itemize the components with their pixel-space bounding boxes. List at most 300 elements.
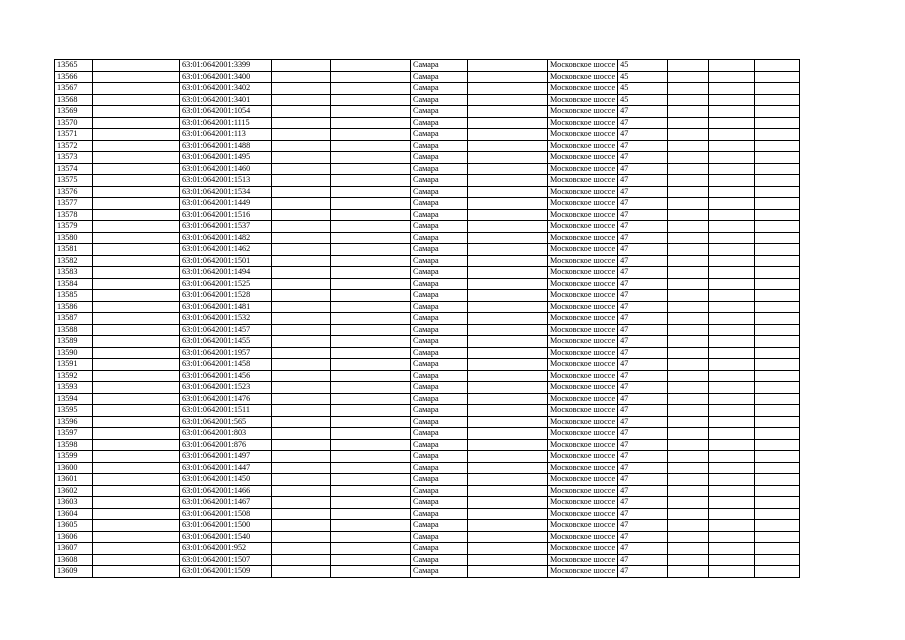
cell-blank-4: [468, 129, 548, 141]
cell-blank-6: [709, 531, 755, 543]
cell-row-number: 13570: [55, 117, 93, 129]
cell-city: Самара: [411, 290, 468, 302]
cell-blank-7: [755, 301, 800, 313]
cell-blank-6: [709, 140, 755, 152]
cell-blank-4: [468, 221, 548, 233]
cell-street: Московское шоссе: [548, 393, 618, 405]
cell-blank-5: [668, 543, 709, 555]
cell-city: Самара: [411, 382, 468, 394]
cell-blank-3: [331, 106, 411, 118]
cell-blank-6: [709, 416, 755, 428]
cell-street: Московское шоссе: [548, 129, 618, 141]
cell-blank-3: [331, 117, 411, 129]
cell-cadastral-number: 63:01:0642001:3402: [180, 83, 272, 95]
cell-blank-7: [755, 474, 800, 486]
cell-blank-6: [709, 129, 755, 141]
cell-blank-3: [331, 531, 411, 543]
cell-row-number: 13579: [55, 221, 93, 233]
cell-blank-4: [468, 244, 548, 256]
table-row: [55, 71, 800, 83]
table-row: [55, 175, 800, 187]
cell-blank-3: [331, 94, 411, 106]
table-row: [55, 186, 800, 198]
cell-house: 47: [618, 428, 668, 440]
table-row: [55, 336, 800, 348]
cell-blank-2: [272, 301, 331, 313]
cell-blank-7: [755, 94, 800, 106]
cell-house: 47: [618, 152, 668, 164]
cell-blank-1: [93, 209, 180, 221]
table-row: [55, 474, 800, 486]
cell-blank-3: [331, 393, 411, 405]
cell-blank-5: [668, 129, 709, 141]
cell-blank-2: [272, 497, 331, 509]
cell-blank-3: [331, 336, 411, 348]
cell-row-number: 13605: [55, 520, 93, 532]
cell-city: Самара: [411, 232, 468, 244]
cell-blank-5: [668, 508, 709, 520]
cell-blank-1: [93, 278, 180, 290]
cell-blank-2: [272, 405, 331, 417]
cell-blank-7: [755, 290, 800, 302]
cell-blank-2: [272, 439, 331, 451]
cell-street: Московское шоссе: [548, 531, 618, 543]
cell-house: 47: [618, 129, 668, 141]
cell-blank-6: [709, 382, 755, 394]
cell-street: Московское шоссе: [548, 60, 618, 72]
cell-cadastral-number: 63:01:0642001:1507: [180, 554, 272, 566]
table-row: [55, 347, 800, 359]
cell-cadastral-number: 63:01:0642001:1516: [180, 209, 272, 221]
cell-city: Самара: [411, 163, 468, 175]
cell-blank-2: [272, 106, 331, 118]
cell-blank-5: [668, 451, 709, 463]
cell-row-number: 13578: [55, 209, 93, 221]
cell-cadastral-number: 63:01:0642001:1500: [180, 520, 272, 532]
cell-blank-6: [709, 209, 755, 221]
cell-blank-7: [755, 129, 800, 141]
cell-blank-3: [331, 175, 411, 187]
cell-row-number: 13575: [55, 175, 93, 187]
cell-city: Самара: [411, 198, 468, 210]
cell-blank-6: [709, 244, 755, 256]
cell-row-number: 13590: [55, 347, 93, 359]
cell-blank-3: [331, 485, 411, 497]
table-row: [55, 405, 800, 417]
cell-house: 47: [618, 347, 668, 359]
cell-blank-5: [668, 336, 709, 348]
cell-row-number: 13587: [55, 313, 93, 325]
cell-blank-7: [755, 393, 800, 405]
cell-blank-5: [668, 278, 709, 290]
cell-blank-2: [272, 209, 331, 221]
cell-street: Московское шоссе: [548, 278, 618, 290]
cell-blank-7: [755, 554, 800, 566]
table-row: [55, 428, 800, 440]
cell-row-number: 13571: [55, 129, 93, 141]
cell-blank-6: [709, 163, 755, 175]
cell-blank-3: [331, 497, 411, 509]
cell-blank-1: [93, 71, 180, 83]
cell-blank-1: [93, 60, 180, 72]
table-row: [55, 60, 800, 72]
cell-blank-4: [468, 140, 548, 152]
cell-blank-1: [93, 301, 180, 313]
cell-blank-4: [468, 313, 548, 325]
cell-blank-5: [668, 313, 709, 325]
cell-cadastral-number: 63:01:0642001:1455: [180, 336, 272, 348]
cell-blank-3: [331, 428, 411, 440]
cell-blank-3: [331, 439, 411, 451]
cell-blank-4: [468, 485, 548, 497]
cell-blank-1: [93, 416, 180, 428]
cell-blank-4: [468, 198, 548, 210]
cell-house: 47: [618, 416, 668, 428]
cell-blank-5: [668, 462, 709, 474]
cell-blank-1: [93, 106, 180, 118]
table-row: [55, 313, 800, 325]
cell-house: 47: [618, 508, 668, 520]
cell-blank-6: [709, 94, 755, 106]
cell-row-number: 13586: [55, 301, 93, 313]
cell-city: Самара: [411, 209, 468, 221]
cell-blank-1: [93, 497, 180, 509]
cell-city: Самара: [411, 60, 468, 72]
cell-row-number: 13580: [55, 232, 93, 244]
cell-blank-2: [272, 232, 331, 244]
cell-blank-5: [668, 175, 709, 187]
cell-cadastral-number: 63:01:0642001:1495: [180, 152, 272, 164]
cell-blank-5: [668, 301, 709, 313]
cell-blank-1: [93, 175, 180, 187]
cell-blank-5: [668, 198, 709, 210]
cell-blank-7: [755, 175, 800, 187]
cell-blank-1: [93, 255, 180, 267]
cell-blank-4: [468, 554, 548, 566]
cell-blank-6: [709, 405, 755, 417]
cell-blank-6: [709, 290, 755, 302]
cell-blank-4: [468, 232, 548, 244]
cell-blank-4: [468, 94, 548, 106]
cell-blank-1: [93, 267, 180, 279]
cell-house: 47: [618, 209, 668, 221]
cell-blank-1: [93, 439, 180, 451]
cell-city: Самара: [411, 462, 468, 474]
cell-blank-6: [709, 117, 755, 129]
registry-table: [54, 59, 800, 578]
cell-house: 47: [618, 244, 668, 256]
cell-blank-6: [709, 313, 755, 325]
cell-street: Московское шоссе: [548, 382, 618, 394]
cell-street: Московское шоссе: [548, 175, 618, 187]
cell-street: Московское шоссе: [548, 232, 618, 244]
cell-blank-5: [668, 267, 709, 279]
cell-house: 47: [618, 336, 668, 348]
cell-blank-2: [272, 451, 331, 463]
cell-street: Московское шоссе: [548, 198, 618, 210]
cell-blank-7: [755, 278, 800, 290]
cell-street: Московское шоссе: [548, 336, 618, 348]
cell-house: 45: [618, 60, 668, 72]
cell-blank-1: [93, 451, 180, 463]
cell-blank-7: [755, 359, 800, 371]
cell-blank-4: [468, 278, 548, 290]
cell-blank-6: [709, 278, 755, 290]
cell-blank-7: [755, 267, 800, 279]
cell-blank-3: [331, 405, 411, 417]
cell-blank-4: [468, 152, 548, 164]
cell-cadastral-number: 63:01:0642001:565: [180, 416, 272, 428]
cell-row-number: 13593: [55, 382, 93, 394]
cell-row-number: 13584: [55, 278, 93, 290]
cell-row-number: 13573: [55, 152, 93, 164]
table-row: [55, 324, 800, 336]
cell-street: Московское шоссе: [548, 520, 618, 532]
cell-blank-2: [272, 313, 331, 325]
cell-cadastral-number: 63:01:0642001:1523: [180, 382, 272, 394]
table-row: [55, 393, 800, 405]
cell-row-number: 13599: [55, 451, 93, 463]
cell-street: Московское шоссе: [548, 359, 618, 371]
cell-street: Московское шоссе: [548, 543, 618, 555]
cell-blank-4: [468, 60, 548, 72]
cell-blank-4: [468, 520, 548, 532]
table-row: [55, 94, 800, 106]
cell-row-number: 13600: [55, 462, 93, 474]
cell-blank-7: [755, 209, 800, 221]
cell-blank-5: [668, 474, 709, 486]
cell-house: 47: [618, 140, 668, 152]
cell-cadastral-number: 63:01:0642001:1449: [180, 198, 272, 210]
cell-blank-7: [755, 140, 800, 152]
cell-blank-7: [755, 163, 800, 175]
cell-row-number: 13582: [55, 255, 93, 267]
cell-blank-6: [709, 462, 755, 474]
cell-blank-7: [755, 336, 800, 348]
cell-house: 47: [618, 278, 668, 290]
cell-blank-6: [709, 543, 755, 555]
cell-blank-5: [668, 382, 709, 394]
cell-blank-2: [272, 393, 331, 405]
cell-cadastral-number: 63:01:0642001:1457: [180, 324, 272, 336]
cell-house: 47: [618, 370, 668, 382]
cell-city: Самара: [411, 175, 468, 187]
cell-blank-2: [272, 554, 331, 566]
cell-blank-7: [755, 198, 800, 210]
cell-row-number: 13606: [55, 531, 93, 543]
cell-blank-3: [331, 140, 411, 152]
cell-blank-4: [468, 416, 548, 428]
cell-row-number: 13585: [55, 290, 93, 302]
cell-blank-6: [709, 71, 755, 83]
cell-house: 47: [618, 382, 668, 394]
cell-blank-4: [468, 474, 548, 486]
cell-street: Московское шоссе: [548, 163, 618, 175]
cell-street: Московское шоссе: [548, 439, 618, 451]
cell-row-number: 13583: [55, 267, 93, 279]
cell-house: 47: [618, 267, 668, 279]
cell-street: Московское шоссе: [548, 290, 618, 302]
cell-blank-3: [331, 71, 411, 83]
cell-house: 47: [618, 163, 668, 175]
cell-street: Московское шоссе: [548, 497, 618, 509]
cell-blank-2: [272, 244, 331, 256]
cell-blank-3: [331, 359, 411, 371]
cell-row-number: 13577: [55, 198, 93, 210]
cell-blank-5: [668, 347, 709, 359]
cell-blank-1: [93, 462, 180, 474]
cell-house: 47: [618, 543, 668, 555]
cell-blank-7: [755, 531, 800, 543]
cell-street: Московское шоссе: [548, 71, 618, 83]
table-row: [55, 244, 800, 256]
cell-row-number: 13602: [55, 485, 93, 497]
cell-row-number: 13588: [55, 324, 93, 336]
cell-blank-5: [668, 209, 709, 221]
cell-city: Самара: [411, 393, 468, 405]
cell-row-number: 13591: [55, 359, 93, 371]
cell-blank-1: [93, 117, 180, 129]
cell-blank-3: [331, 416, 411, 428]
cell-blank-6: [709, 347, 755, 359]
cell-blank-5: [668, 255, 709, 267]
cell-street: Московское шоссе: [548, 209, 618, 221]
cell-blank-3: [331, 267, 411, 279]
cell-blank-7: [755, 255, 800, 267]
cell-blank-6: [709, 175, 755, 187]
cell-blank-5: [668, 163, 709, 175]
cell-street: Московское шоссе: [548, 508, 618, 520]
cell-blank-5: [668, 439, 709, 451]
cell-blank-1: [93, 83, 180, 95]
table-row: [55, 278, 800, 290]
cell-house: 47: [618, 186, 668, 198]
cell-blank-5: [668, 324, 709, 336]
cell-blank-7: [755, 497, 800, 509]
cell-blank-1: [93, 370, 180, 382]
cell-blank-7: [755, 60, 800, 72]
cell-cadastral-number: 63:01:0642001:1462: [180, 244, 272, 256]
cell-blank-4: [468, 106, 548, 118]
cell-blank-1: [93, 336, 180, 348]
cell-blank-7: [755, 520, 800, 532]
cell-blank-6: [709, 152, 755, 164]
cell-city: Самара: [411, 520, 468, 532]
cell-blank-3: [331, 290, 411, 302]
cell-house: 47: [618, 531, 668, 543]
cell-blank-5: [668, 71, 709, 83]
cell-cadastral-number: 63:01:0642001:1494: [180, 267, 272, 279]
cell-blank-6: [709, 324, 755, 336]
cell-house: 47: [618, 405, 668, 417]
cell-city: Самара: [411, 347, 468, 359]
cell-street: Московское шоссе: [548, 324, 618, 336]
cell-city: Самара: [411, 278, 468, 290]
cell-cadastral-number: 63:01:0642001:3400: [180, 71, 272, 83]
cell-blank-1: [93, 520, 180, 532]
table-row: [55, 520, 800, 532]
cell-blank-7: [755, 370, 800, 382]
cell-city: Самара: [411, 186, 468, 198]
cell-blank-5: [668, 83, 709, 95]
cell-house: 45: [618, 83, 668, 95]
cell-blank-3: [331, 474, 411, 486]
cell-street: Московское шоссе: [548, 186, 618, 198]
cell-blank-3: [331, 83, 411, 95]
cell-city: Самара: [411, 324, 468, 336]
cell-blank-2: [272, 221, 331, 233]
cell-cadastral-number: 63:01:0642001:1482: [180, 232, 272, 244]
cell-city: Самара: [411, 83, 468, 95]
cell-city: Самара: [411, 359, 468, 371]
cell-blank-2: [272, 267, 331, 279]
cell-city: Самара: [411, 129, 468, 141]
cell-blank-1: [93, 94, 180, 106]
cell-cadastral-number: 63:01:0642001:1467: [180, 497, 272, 509]
cell-blank-5: [668, 94, 709, 106]
cell-blank-4: [468, 336, 548, 348]
table-row: [55, 382, 800, 394]
cell-house: 47: [618, 485, 668, 497]
cell-row-number: 13576: [55, 186, 93, 198]
cell-blank-3: [331, 543, 411, 555]
cell-house: 47: [618, 232, 668, 244]
cell-row-number: 13574: [55, 163, 93, 175]
cell-blank-2: [272, 462, 331, 474]
cell-blank-4: [468, 405, 548, 417]
cell-blank-4: [468, 117, 548, 129]
cell-cadastral-number: 63:01:0642001:1540: [180, 531, 272, 543]
cell-house: 47: [618, 198, 668, 210]
cell-cadastral-number: 63:01:0642001:1511: [180, 405, 272, 417]
cell-blank-3: [331, 60, 411, 72]
cell-blank-5: [668, 520, 709, 532]
cell-blank-6: [709, 106, 755, 118]
cell-blank-7: [755, 543, 800, 555]
cell-cadastral-number: 63:01:0642001:1957: [180, 347, 272, 359]
cell-blank-7: [755, 451, 800, 463]
cell-street: Московское шоссе: [548, 255, 618, 267]
cell-city: Самара: [411, 244, 468, 256]
cell-blank-2: [272, 163, 331, 175]
table-row: [55, 221, 800, 233]
cell-blank-7: [755, 244, 800, 256]
cell-house: 47: [618, 117, 668, 129]
table-row: [55, 531, 800, 543]
cell-blank-1: [93, 485, 180, 497]
cell-street: Московское шоссе: [548, 117, 618, 129]
cell-blank-7: [755, 347, 800, 359]
cell-blank-2: [272, 382, 331, 394]
cell-house: 47: [618, 221, 668, 233]
cell-blank-3: [331, 221, 411, 233]
cell-blank-5: [668, 232, 709, 244]
cell-blank-3: [331, 508, 411, 520]
cell-blank-4: [468, 209, 548, 221]
cell-cadastral-number: 63:01:0642001:1447: [180, 462, 272, 474]
cell-blank-1: [93, 152, 180, 164]
cell-blank-4: [468, 370, 548, 382]
cell-blank-4: [468, 566, 548, 578]
cell-blank-5: [668, 186, 709, 198]
table-row: [55, 554, 800, 566]
cell-row-number: 13569: [55, 106, 93, 118]
cell-house: 47: [618, 324, 668, 336]
cell-blank-3: [331, 152, 411, 164]
cell-blank-7: [755, 439, 800, 451]
cell-house: 47: [618, 175, 668, 187]
cell-blank-1: [93, 232, 180, 244]
